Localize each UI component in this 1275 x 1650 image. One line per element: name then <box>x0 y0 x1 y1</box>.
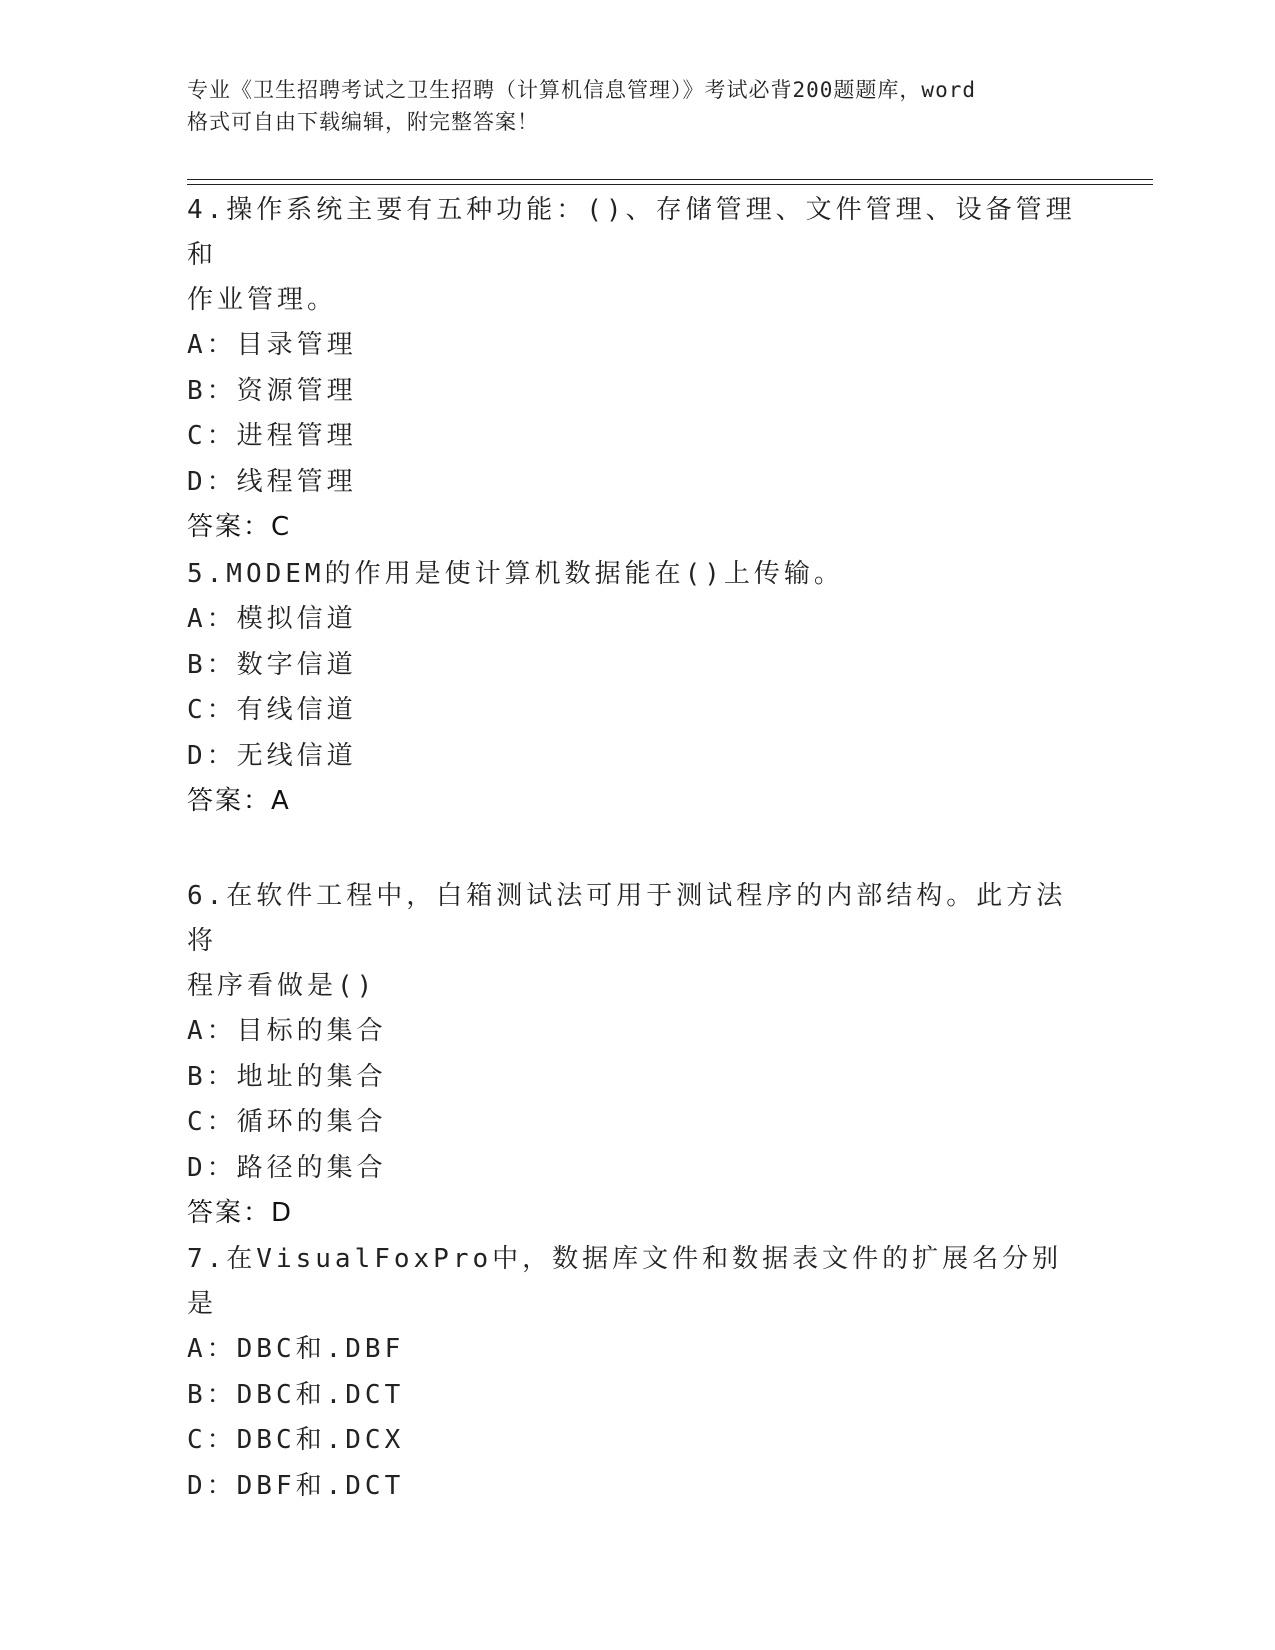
header-divider-bottom <box>187 184 1153 185</box>
option-d: D：DBF和.DCT <box>187 1470 405 1501</box>
document-header <box>187 74 1087 138</box>
option-c: C：进程管理 <box>187 421 357 451</box>
option-a: A：DBC和.DBF <box>187 1334 405 1364</box>
question-text-line-1: 7.在VisualFoxPro中，数据库文件和数据表文件的扩展名分别是 <box>187 1244 1063 1319</box>
answer-line: 答案：D <box>187 1198 294 1228</box>
question-text-line-2: 程序看做是() <box>187 971 377 1001</box>
option-b: B：地址的集合 <box>187 1061 387 1092</box>
question-7 <box>187 1237 1087 1509</box>
question-text-line-1: 4.操作系统主要有五种功能：()、存储管理、文件管理、设备管理和 <box>187 195 1076 270</box>
answer-line: 答案：C <box>187 512 292 542</box>
option-b: B：资源管理 <box>187 375 357 406</box>
header-line-2: 格式可自由下载编辑，附完整答案！ <box>187 110 539 134</box>
option-b: B：DBC和.DCT <box>187 1379 405 1410</box>
option-d: D：路径的集合 <box>187 1152 387 1183</box>
header-line-1: 专业《卫生招聘考试之卫生招聘（计算机信息管理）》考试必背200题题库，word <box>187 78 976 102</box>
option-c: C：有线信道 <box>187 695 357 725</box>
option-a: A：目标的集合 <box>187 1016 387 1046</box>
option-d: D：无线信道 <box>187 740 357 771</box>
option-c: C：循环的集合 <box>187 1107 387 1137</box>
option-c: C：DBC和.DCX <box>187 1425 405 1455</box>
question-text-line-1: 5.MODEM的作用是使计算机数据能在()上传输。 <box>187 559 844 589</box>
question-4 <box>187 188 1087 550</box>
option-a: A：模拟信道 <box>187 604 357 634</box>
question-5 <box>187 552 1087 824</box>
question-text-line-2: 作业管理。 <box>187 285 338 315</box>
option-a: A：目录管理 <box>187 330 357 360</box>
option-d: D：线程管理 <box>187 466 357 497</box>
answer-line: 答案：A <box>187 786 291 816</box>
header-divider-top <box>187 179 1153 180</box>
question-6 <box>187 874 1087 1236</box>
question-text-line-1: 6.在软件工程中，白箱测试法可用于测试程序的内部结构。此方法将 <box>187 881 1067 956</box>
option-b: B：数字信道 <box>187 649 357 680</box>
